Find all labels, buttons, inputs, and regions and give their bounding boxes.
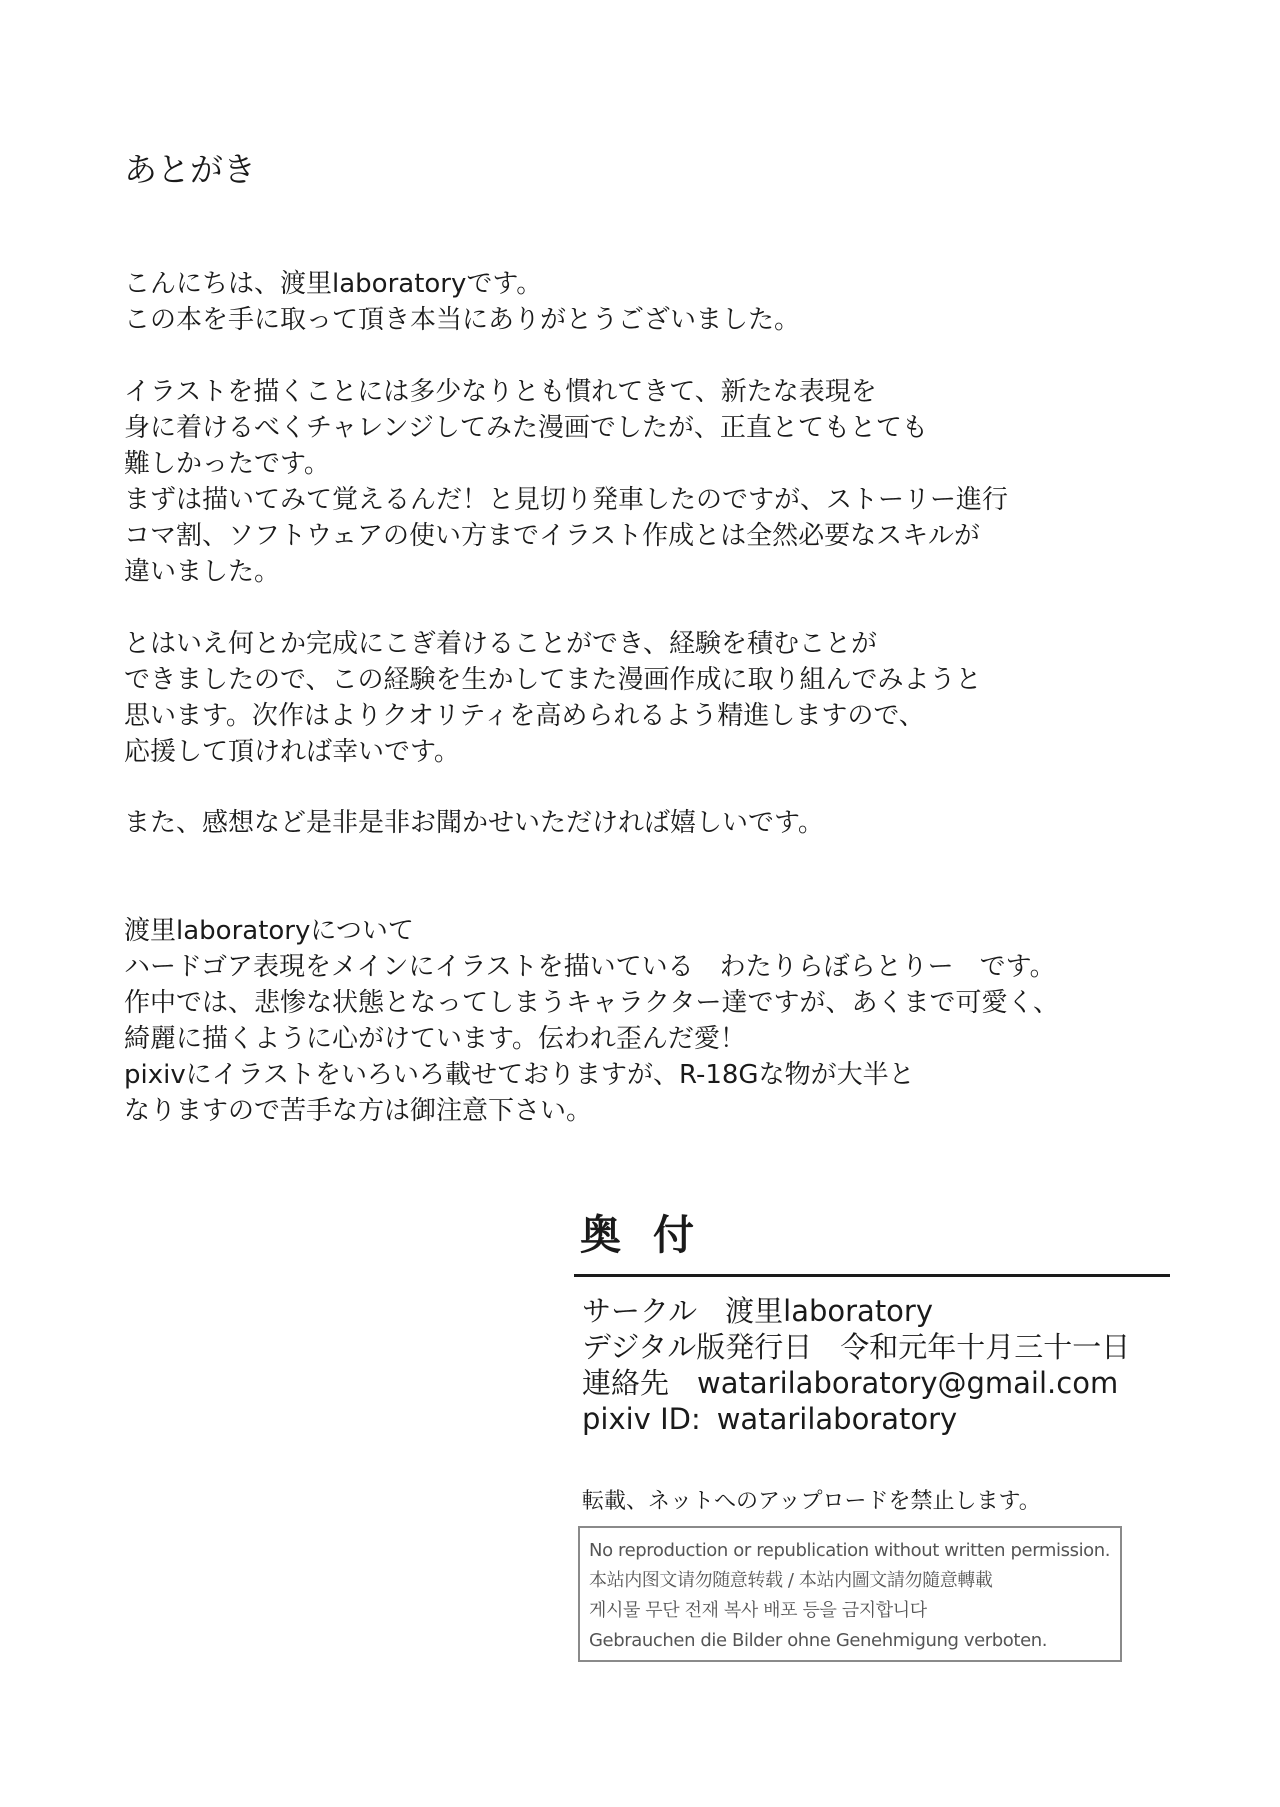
notice-line-german: Gebrauchen die Bilder ohne Genehmigung verboten.	[589, 1630, 1048, 1651]
notice-line-korean: 게시물 무단 전재 복사 배포 등을 금지합니다	[589, 1600, 927, 1621]
about-circle-section	[124, 913, 1059, 1129]
text-line: なりますので苦手な方は御注意下さい。	[124, 1096, 593, 1126]
text-line: 綺麗に描くように心がけています。伝われ歪んだ愛！	[124, 1024, 746, 1054]
colophon-row-contact	[582, 1365, 1130, 1401]
text-line: イラストを描くことには多少なりとも慣れてきて、新たな表現を	[124, 377, 877, 407]
afterword-title: あとがき	[124, 150, 256, 189]
colophon-title: 奥付	[580, 1211, 726, 1259]
colophon-value: 令和元年十月三十一日	[840, 1330, 1131, 1364]
colophon-row-circle	[582, 1293, 1130, 1329]
notice-line-english: No reproduction or republication without written permission.	[589, 1540, 1111, 1561]
feedback-paragraph	[124, 805, 824, 841]
text-line: pixivにイラストをいろいろ載せておりますが、R-18Gな物が大半と	[124, 1060, 915, 1090]
text-line: できましたので、この経験を生かしてまた漫画作成に取り組んでみようと	[124, 665, 982, 695]
text-line: とはいえ何とか完成にこぎ着けることができ、経験を積むことが	[124, 629, 877, 659]
about-heading: 渡里laboratoryについて	[124, 916, 414, 946]
colophon-key: デジタル版発行日	[582, 1330, 813, 1364]
text-line: 身に着けるべくチャレンジしてみた漫画でしたが、正直とてもとても	[124, 413, 928, 443]
colophon-row-pixiv	[582, 1401, 1130, 1437]
text-line: ハードゴア表現をメインにイラストを描いている わたりらぼらとりー です。	[124, 952, 1056, 982]
notice-line-chinese: 本站内图文请勿随意转载 / 本站内圖文請勿隨意轉載	[589, 1570, 993, 1591]
colophon-key: pixiv ID:	[582, 1402, 701, 1436]
text-line: コマ割、ソフトウェアの使い方までイラスト作成とは全然必要なスキルが	[124, 521, 980, 551]
prohibition-notice: 転載、ネットへのアップロードを禁止します。	[582, 1489, 1041, 1514]
challenge-paragraph	[124, 374, 1008, 590]
text-line: こんにちは、渡里laboratoryです。	[124, 269, 543, 299]
text-line: 難しかったです。	[124, 449, 330, 479]
colophon-value: 渡里laboratory	[725, 1294, 934, 1328]
text-line: 応援して頂ければ幸いです。	[124, 737, 460, 767]
text-line: 違いました。	[124, 557, 281, 587]
colophon-value: watarilaboratory	[716, 1402, 958, 1436]
colophon-key: サークル	[582, 1294, 698, 1328]
text-line: この本を手に取って頂き本当にありがとうございました。	[124, 305, 801, 335]
text-line: まずは描いてみて覚えるんだ！と見切り発車したのですが、ストーリー進行	[124, 485, 1009, 515]
text-line: 作中では、悲惨な状態となってしまうキャラクター達ですが、あくまで可愛く、	[124, 988, 1059, 1018]
colophon-value: watarilaboratory@gmail.com	[697, 1366, 1119, 1400]
next-work-paragraph	[124, 626, 981, 770]
colophon-key: 連絡先	[582, 1366, 670, 1400]
text-line: 思います。次作はよりクオリティを高められるよう精進しますので、	[124, 701, 925, 731]
copyright-notice-box	[578, 1526, 1122, 1662]
text-line: また、感想など是非是非お聞かせいただければ嬉しいです。	[124, 808, 824, 838]
colophon-details	[582, 1293, 1130, 1437]
colophon-row-release-date	[582, 1329, 1130, 1365]
colophon-divider	[574, 1274, 1170, 1277]
greeting-paragraph	[124, 266, 800, 338]
